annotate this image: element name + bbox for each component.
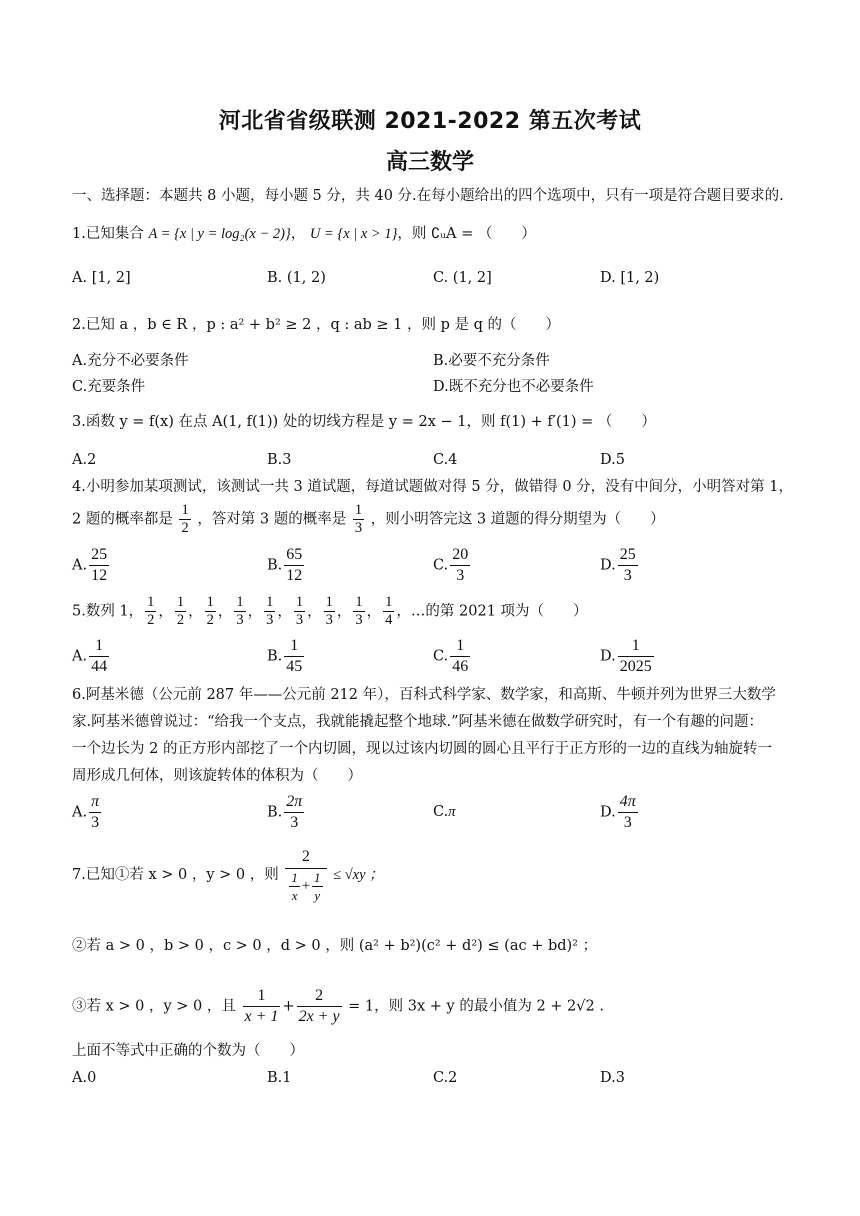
q7-option-c: C.2 — [433, 1070, 458, 1086]
q5-term: $\frac{1}{3}$ — [325, 594, 333, 628]
question-6-line2: 家.阿基米德曾说过：“给我一个支点，我就能撬起整个地球.”阿基米德在做数学研究时，有一个有趣的问题： — [72, 714, 764, 730]
q6-option-d: D. $\frac{4\pi}{3}$ — [600, 793, 636, 831]
question-7-item2: ②若 a > 0 ，b > 0 ，c > 0 ，d > 0 ，则 (a² + b²)(c² + d²) ≤ (ac + bd)² ； — [72, 938, 598, 954]
q4-text-a: 2 题的概率都是 — [72, 511, 173, 528]
q5-option-a: A. $\frac{1}{44}$ — [72, 637, 108, 675]
q4-prob-12: $\frac{1}{2}$ — [181, 502, 189, 536]
question-5 — [72, 594, 588, 629]
q4-text-c: ，则小明答完这 3 道题的得分期望为（ ） — [370, 511, 665, 528]
question-6-line4: 周形成几何体，则该旋转体的体积为（ ） — [72, 768, 362, 784]
q5-term: $\frac{1}{2}$ — [206, 594, 214, 628]
q7-option-b: B.1 — [267, 1070, 292, 1086]
q1-option-b: B. (1, 2) — [267, 270, 326, 286]
q4-text-b: ，答对第 3 题的概率是 — [197, 511, 347, 528]
q5-term: $\frac{1}{3}$ — [355, 594, 363, 628]
q4-option-b: B. $\frac{65}{12}$ — [267, 546, 303, 584]
q1-prefix: 1.已知集合 — [72, 226, 144, 242]
q4-option-a: A. $\frac{25}{12}$ — [72, 546, 108, 584]
question-4-line2 — [72, 502, 665, 537]
question-7-item3: ③若 x > 0 ，y > 0 ，且 $\frac{1}{x + 1}$ + $\frac{2}{2x + y}$ = 1，则 3x + y 的最小值为 2 + 2√2 . — [72, 987, 604, 1025]
q4-option-d: D. $\frac{25}{3}$ — [600, 546, 636, 584]
q6-option-c: C.π — [433, 804, 456, 820]
q3-option-d: D.5 — [600, 452, 625, 468]
question-6-line1: 6.阿基米德（公元前 287 年——公元前 212 年），百科式科学家、数学家，和高斯、牛顿并列为世界三大数学 — [72, 687, 776, 703]
q1-set-a: A = {x | y = log₂(x − 2)} — [148, 226, 291, 242]
question-1: 1.已知集合 A = {x | y = log₂(x − 2)}， U = {x | x > 1}，则 ∁ᵤA = （ ） — [72, 226, 536, 242]
q5-term: $\frac{1}{3}$ — [236, 594, 244, 628]
q3-option-a: A.2 — [72, 452, 97, 468]
q5-option-b: B. $\frac{1}{45}$ — [267, 637, 303, 675]
q7-item1-prefix: 7.已知①若 x > 0 ，y > 0 ，则 — [72, 867, 279, 883]
q2-option-b: B.必要不充分条件 — [433, 353, 550, 369]
q3-option-c: C.4 — [433, 452, 458, 468]
question-2: 2.已知 a ，b ∈ R ，p : a² + b² ≥ 2 ，q : ab ≥ 1 ，则 p 是 q 的（ ） — [72, 317, 560, 333]
page-subtitle: 高三数学 — [385, 150, 474, 175]
q4-prob-3: $\frac{1}{3}$ — [354, 502, 363, 536]
question-3: 3.函数 y = f(x) 在点 A(1, f(1)) 处的切线方程是 y = 2x − 1，则 f(1) + f′(1) = （ ） — [72, 414, 656, 430]
q1-option-c: C. (1, 2] — [433, 270, 492, 286]
q7-harmonic-mean: 2 $\frac{1}{x}$ + $\frac{1}{y}$ — [285, 846, 326, 904]
q1-option-d: D. [1, 2) — [600, 270, 660, 286]
q5-term: $\frac{1}{3}$ — [295, 594, 304, 628]
q1-ask: ，则 ∁ᵤA = （ ） — [397, 226, 536, 242]
q2-option-a: A.充分不必要条件 — [72, 353, 189, 369]
q3-option-b: B.3 — [267, 452, 292, 468]
q5-option-d: D. $\frac{1}{2025}$ — [600, 637, 652, 675]
q5-option-c: C. $\frac{1}{46}$ — [433, 637, 469, 675]
q2-option-c: C.充要条件 — [72, 379, 146, 395]
q7-item3-suffix: = 1，则 3x + y 的最小值为 2 + 2√2 . — [348, 998, 604, 1015]
q5-term: $\frac{1}{2}$ — [147, 594, 155, 628]
section-heading: 一、选择题：本题共 8 小题，每小题 5 分，共 40 分.在每小题给出的四个选项中，只有一项是符合题目要求的. — [72, 188, 784, 204]
q7-frac-1: $\frac{1}{x + 1}$ — [244, 987, 279, 1025]
q7-item1-suffix: ≤ √xy ； — [333, 867, 384, 883]
question-7-ask: 上面不等式中正确的个数为（ ） — [72, 1043, 304, 1059]
q2-option-d: D.既不充分也不必要条件 — [433, 379, 594, 395]
q1-option-a: A. [1, 2] — [72, 270, 131, 286]
q5-term: $\frac{1}{4}$ — [385, 594, 393, 628]
page-title: 河北省省级联测 2021-2022 第五次考试 — [218, 109, 642, 134]
q7-frac-2: $\frac{2}{2x + y}$ — [298, 987, 340, 1025]
q4-option-c: C. $\frac{20}{3}$ — [433, 546, 469, 584]
q5-term: $\frac{1}{3}$ — [266, 594, 274, 628]
q7-option-a: A.0 — [72, 1070, 97, 1086]
question-4-line1: 4.小明参加某项测试，该测试一共 3 道试题，每道试题做对得 5 分，做错得 0 分，没有中间分，小明答对第 1， — [72, 479, 793, 495]
q5-term: $\frac{1}{2}$ — [176, 594, 185, 628]
q6-option-b: B. $\frac{2\pi}{3}$ — [267, 793, 303, 831]
q5-prefix: 5.数列 1， — [72, 603, 144, 620]
q6-option-a: A. $\frac{\pi}{3}$ — [72, 793, 100, 831]
question-7-item1 — [72, 846, 384, 910]
q5-sequence-terms: $\frac{1}{2}$ ， $\frac{1}{2}$ ， $\frac{1}{2}$ ， $\frac{1}{3}$ ， $\frac{1}{3}$ ， $\frac{1}{3}$ ， $\frac{1}{3}$ ， $\frac{1}{3}$ ， $\frac{1}{4}$ — [147, 594, 393, 628]
question-6-line3: 一个边长为 2 的正方形内部挖了一个内切圆，现以过该内切圆的圆心且平行于正方形的一边的直线为轴旋转一 — [72, 741, 772, 757]
q5-suffix: ，…的第 2021 项为（ ） — [396, 603, 588, 620]
q1-set-u: U = {x | x > 1} — [309, 226, 398, 242]
q7-item3-prefix: ③若 x > 0 ，y > 0 ，且 — [72, 998, 236, 1015]
q7-option-d: D.3 — [600, 1070, 625, 1086]
